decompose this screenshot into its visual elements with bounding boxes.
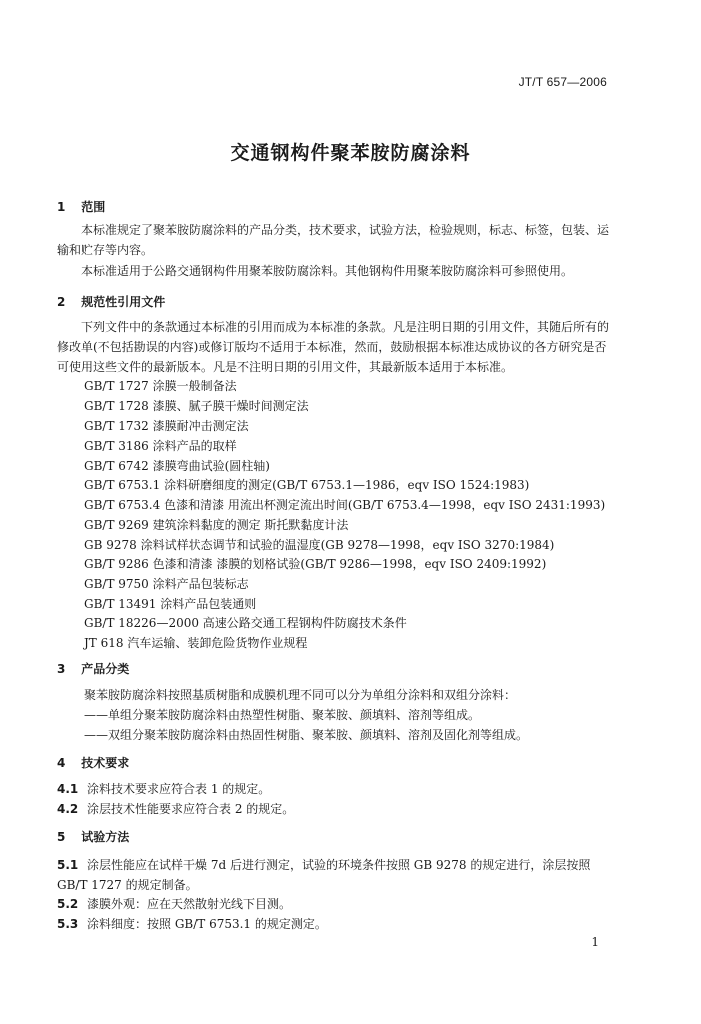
reference-item: GB/T 9750 涂料产品包装标志 <box>84 577 249 591</box>
page-number: 1 <box>591 935 599 949</box>
reference-item: GB/T 13491 涂料产品包装通则 <box>84 597 257 611</box>
classification-item: ——单组分聚苯胺防腐涂料由热塑性树脂、聚苯胺、颜填料、溶剂等组成。 <box>84 708 481 722</box>
section-heading-classification <box>57 660 129 677</box>
clause-text: 涂层性能应在试样干燥 7d 后进行测定，试验的环境条件按照 GB 9278 的规定进行，涂层按照 GB/T 1727 的规定制备。 <box>57 858 591 892</box>
clause-text: 涂料技术要求应符合表 1 的规定。 <box>87 782 271 796</box>
reference-item: GB/T 3186 涂料产品的取样 <box>84 439 237 453</box>
normative-intro: 下列文件中的条款通过本标准的引用而成为本标准的条款。凡是注明日期的引用文件，其随后所有的修改单(不包括勘误的内容)或修订版均不适用于本标准，然而，鼓励根据本标准达成协议的各方研究是否可使用这些文件的最新版本。凡是不注明日期的引用文件，其最新版本适用于本标准。 <box>57 320 610 374</box>
clause-5-1 <box>57 855 620 895</box>
classification-item: ——双组分聚苯胺防腐涂料由热固性树脂、聚苯胺、颜填料、溶剂及固化剂等组成。 <box>84 728 529 742</box>
section-number: 3 <box>57 662 66 676</box>
scope-paragraph-1: 本标准规定了聚苯胺防腐涂料的产品分类，技术要求，试验方法，检验规则，标志、标签，包装、运输和贮存等内容。 <box>57 223 610 257</box>
clause-number: 4.1 <box>57 782 79 796</box>
clause-5-2 <box>57 895 291 912</box>
section-heading-requirements <box>57 754 129 771</box>
reference-item: GB/T 9286 色漆和清漆 漆膜的划格试验(GB/T 9286—1998，eqv ISO 2409:1992) <box>84 557 547 571</box>
scope-paragraph-2: 本标准适用于公路交通钢构件用聚苯胺防腐涂料。其他钢构件用聚苯胺防腐涂料可参照使用。 <box>81 264 574 278</box>
standard-number: JT/T 657—2006 <box>518 75 607 89</box>
reference-item: JT 618 汽车运输、装卸危险货物作业规程 <box>84 636 308 650</box>
section-title: 试验方法 <box>81 830 130 844</box>
section-number: 4 <box>57 756 66 770</box>
clause-4-2 <box>57 800 294 817</box>
clause-text: 涂料细度：按照 GB/T 6753.1 的规定测定。 <box>87 917 327 931</box>
classification-intro: 聚苯胺防腐涂料按照基质树脂和成膜机理不同可以分为单组分涂料和双组分涂料： <box>84 688 517 702</box>
clause-number: 5.1 <box>57 858 79 872</box>
section-number: 5 <box>57 830 66 844</box>
section-title: 范围 <box>81 200 106 214</box>
section-title: 产品分类 <box>81 662 130 676</box>
section-heading-normative <box>57 293 165 310</box>
section-heading-methods <box>57 828 129 845</box>
reference-item: GB/T 1732 漆膜耐冲击测定法 <box>84 419 249 433</box>
document-title: 交通钢构件聚苯胺防腐涂料 <box>230 142 471 164</box>
reference-item: GB/T 6753.1 涂料研磨细度的测定(GB/T 6753.1—1986，eqv ISO 1524:1983) <box>84 478 530 492</box>
reference-item: GB/T 6742 漆膜弯曲试验(圆柱轴) <box>84 459 270 473</box>
clause-number: 4.2 <box>57 802 79 816</box>
clause-text: 涂层技术性能要求应符合表 2 的规定。 <box>87 802 295 816</box>
section-heading-scope <box>57 198 105 215</box>
reference-item: GB/T 1728 漆膜、腻子膜干燥时间测定法 <box>84 399 309 413</box>
clause-4-1 <box>57 780 270 797</box>
clause-number: 5.2 <box>57 897 79 911</box>
section-title: 规范性引用文件 <box>81 295 166 309</box>
reference-item: GB/T 18226—2000 高速公路交通工程钢构件防腐技术条件 <box>84 616 407 630</box>
clause-text: 漆膜外观：应在天然散射光线下目测。 <box>87 897 292 911</box>
reference-item: GB 9278 涂料试样状态调节和试验的温湿度(GB 9278—1998，eqv ISO 3270:1984) <box>84 538 555 552</box>
section-number: 2 <box>57 295 66 309</box>
reference-item: GB/T 1727 涂膜一般制备法 <box>84 379 237 393</box>
clause-number: 5.3 <box>57 917 79 931</box>
reference-item: GB/T 9269 建筑涂料黏度的测定 斯托默黏度计法 <box>84 518 349 532</box>
clause-5-3 <box>57 915 327 932</box>
reference-item: GB/T 6753.4 色漆和清漆 用流出杯测定流出时间(GB/T 6753.4—1998，eqv ISO 2431:1993) <box>84 498 606 512</box>
section-number: 1 <box>57 200 66 214</box>
section-title: 技术要求 <box>81 756 130 770</box>
